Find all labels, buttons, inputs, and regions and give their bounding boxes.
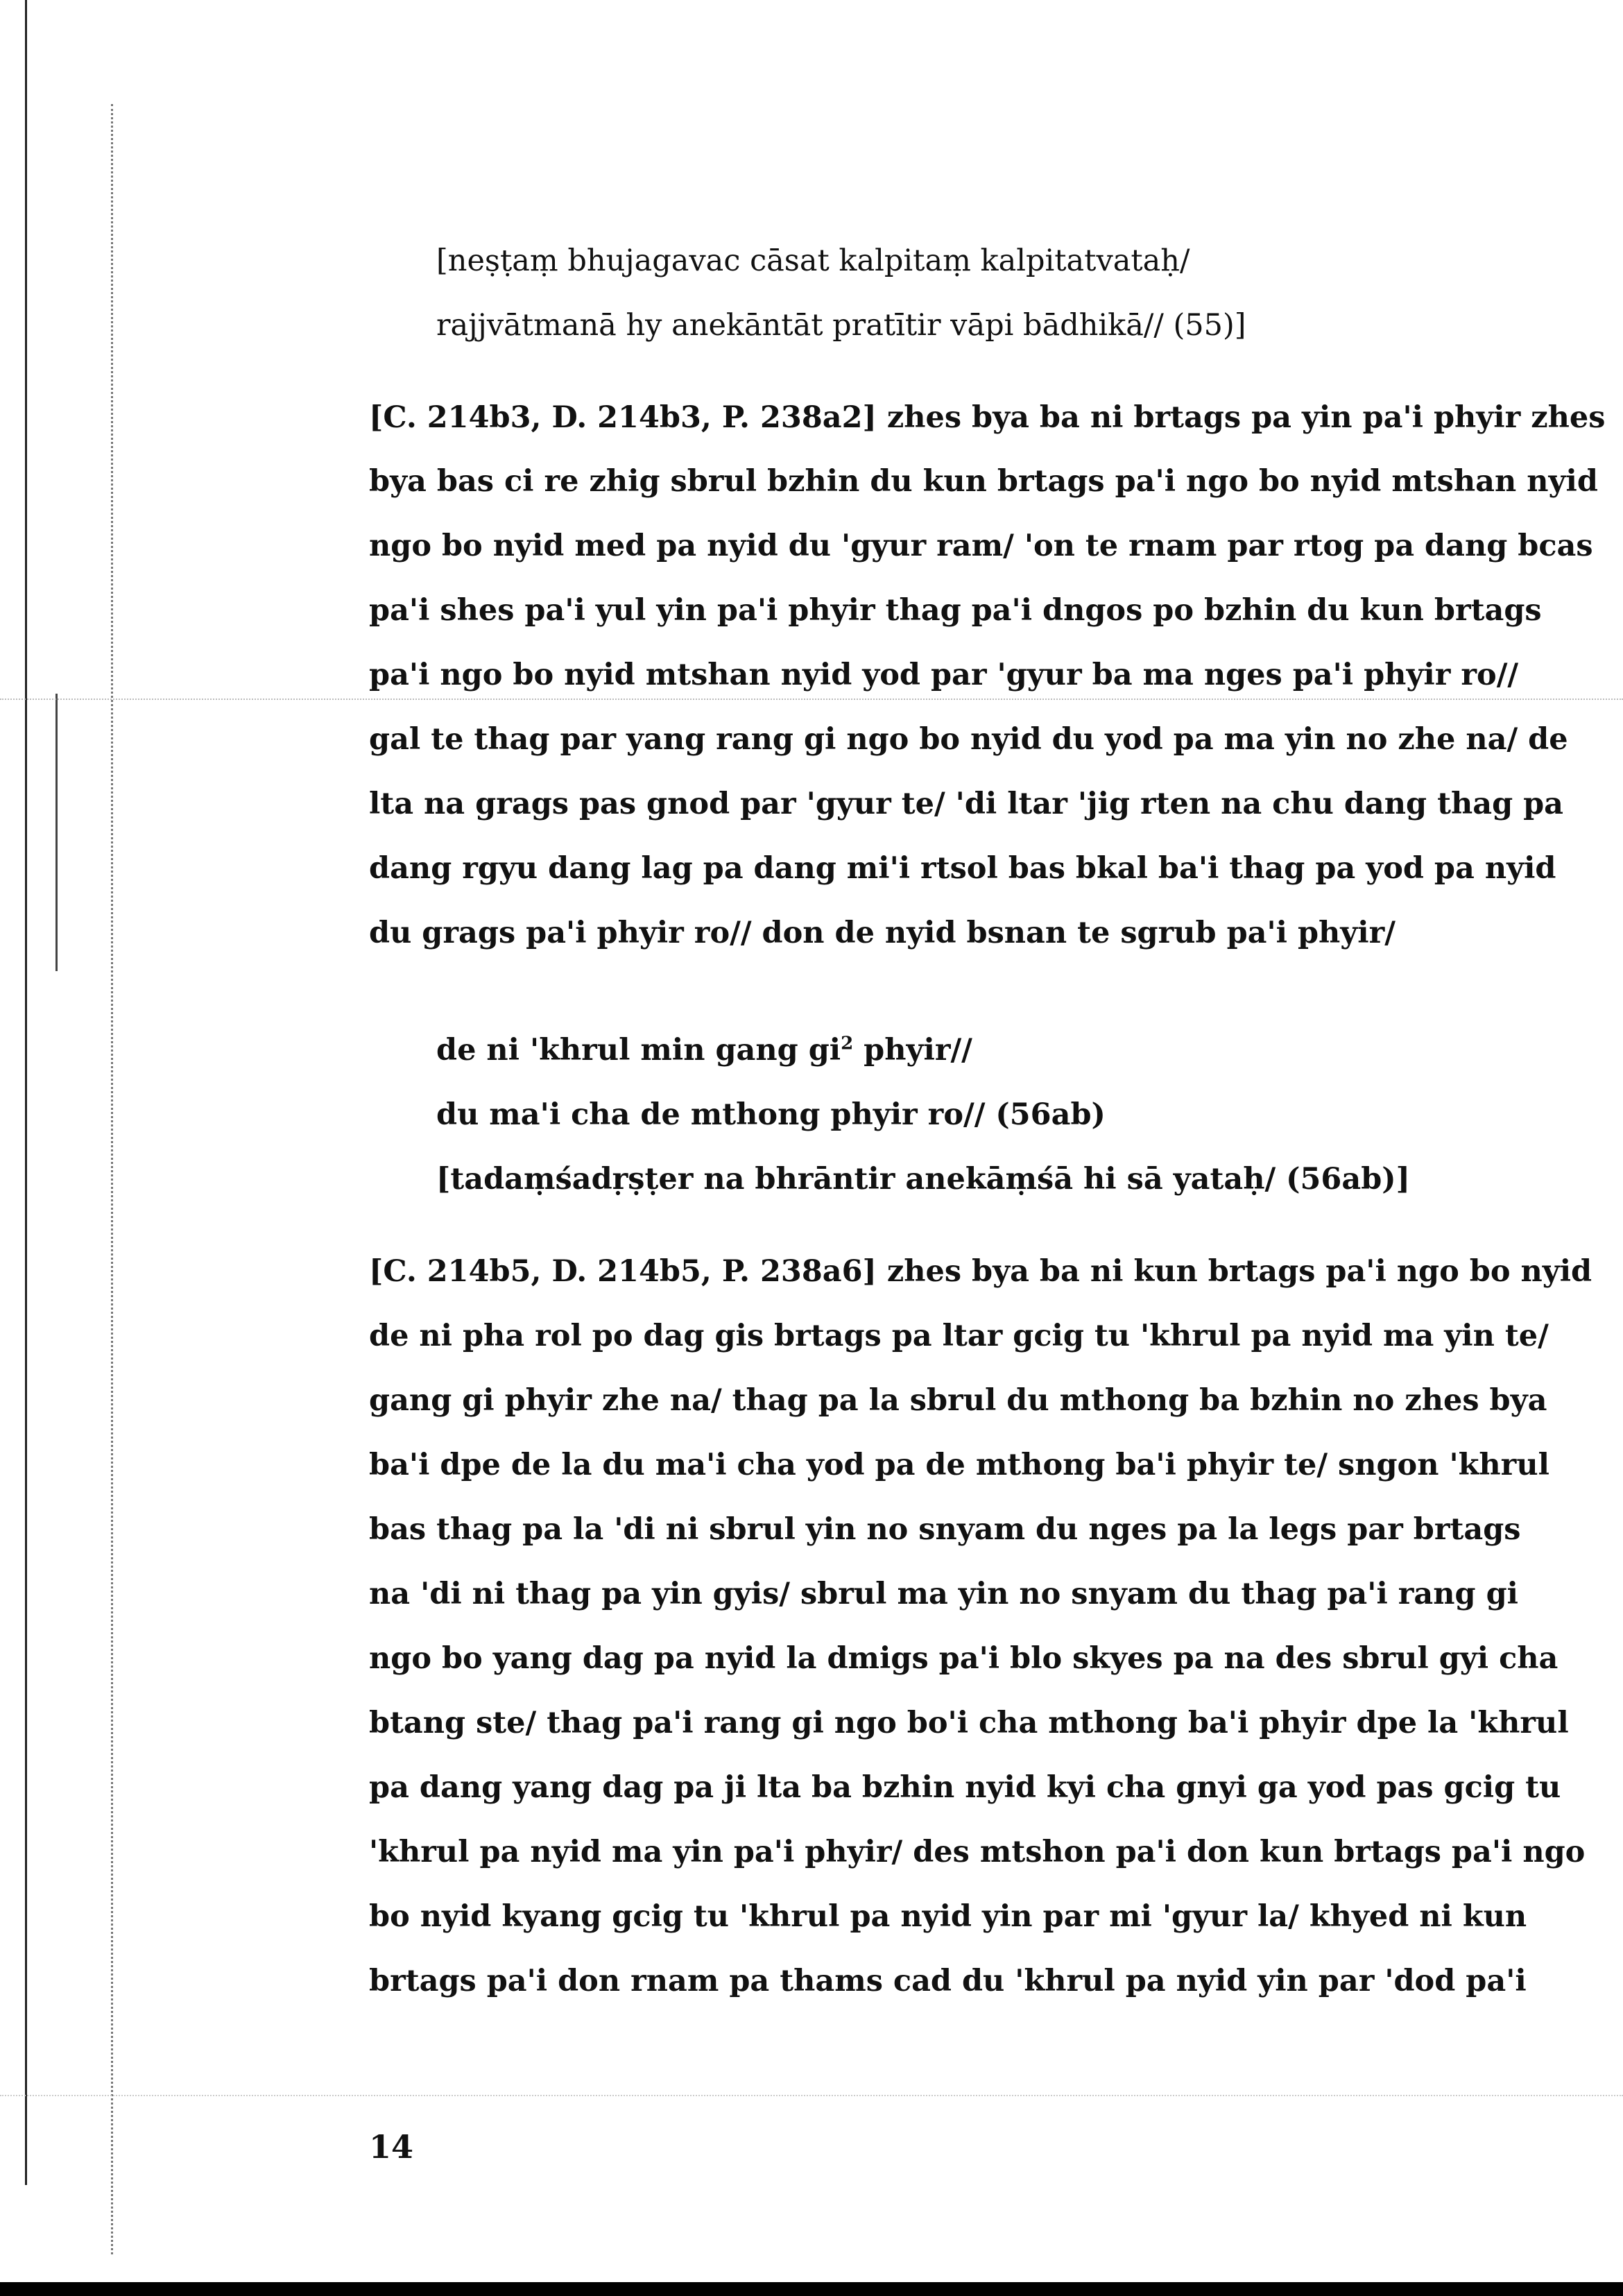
text-line: lta na grags pas gnod par 'gyur te/ 'di ltar 'jig rten na chu dang thag pa bbox=[369, 787, 1564, 821]
text-line: dang rgyu dang lag pa dang mi'i rtsol bas bkal ba'i thag pa yod pa nyid bbox=[369, 851, 1556, 886]
text-line: gang gi phyir zhe na/ thag pa la sbrul du mthong ba bzhin no zhes bya bbox=[369, 1383, 1547, 1418]
text-line: btang ste/ thag pa'i rang gi ngo bo'i cha mthong ba'i phyir dpe la 'khrul bbox=[369, 1706, 1569, 1740]
text-line: [C. 214b5, D. 214b5, P. 238a6] zhes bya ba ni kun brtags pa'i ngo bo nyid bbox=[369, 1254, 1592, 1289]
text-line: bya bas ci re zhig sbrul bzhin du kun brtags pa'i ngo bo nyid mtshan nyid bbox=[369, 464, 1598, 499]
verse-text: de ni 'khrul min gang gi bbox=[436, 1033, 841, 1068]
text-line: de ni pha rol po dag gis brtags pa ltar gcig tu 'khrul pa nyid ma yin te/ bbox=[369, 1319, 1549, 1353]
scan-edge-rule bbox=[25, 0, 27, 2185]
text-line: na 'di ni thag pa yin gyis/ sbrul ma yin no snyam du thag pa'i rang gi bbox=[369, 1577, 1518, 1611]
scan-edge-rule bbox=[55, 694, 58, 971]
scan-noise bbox=[111, 104, 113, 2254]
text-line: pa dang yang dag pa ji lta ba bzhin nyid kyi cha gnyi ga yod pas gcig tu bbox=[369, 1770, 1561, 1805]
scan-fold-line bbox=[0, 699, 1623, 700]
verse-line: [tadaṃśadṛṣṭer na bhrāntir anekāṃśā hi sā yataḥ/ (56ab)] bbox=[436, 1162, 1410, 1197]
text-line: pa'i ngo bo nyid mtshan nyid yod par 'gyur ba ma nges pa'i phyir ro// bbox=[369, 658, 1519, 692]
text-line: du grags pa'i phyir ro// don de nyid bsnan te sgrub pa'i phyir/ bbox=[369, 916, 1396, 950]
text-line: ba'i dpe de la du ma'i cha yod pa de mthong ba'i phyir te/ sngon 'khrul bbox=[369, 1448, 1549, 1482]
text-line: gal te thag par yang rang gi ngo bo nyid du yod pa ma yin no zhe na/ de bbox=[369, 722, 1568, 757]
verse-line: rajjvātmanā hy anekāntāt pratītir vāpi bādhikā// (55)] bbox=[436, 308, 1246, 343]
verse-line bbox=[436, 1029, 972, 1071]
verse-line: du ma'i cha de mthong phyir ro// (56ab) bbox=[436, 1097, 1106, 1132]
text-line: bo nyid kyang gcig tu 'khrul pa nyid yin par mi 'gyur la/ khyed ni kun bbox=[369, 1899, 1527, 1934]
verse-text: phyir// bbox=[853, 1033, 972, 1068]
verse-line: [neṣṭaṃ bhujagavac cāsat kalpitaṃ kalpitatvataḥ/ bbox=[436, 243, 1190, 278]
text-line: ngo bo yang dag pa nyid la dmigs pa'i blo skyes pa na des sbrul gyi cha bbox=[369, 1641, 1558, 1676]
text-line: brtags pa'i don rnam pa thams cad du 'khrul pa nyid yin par 'dod pa'i bbox=[369, 1964, 1527, 1998]
footnote-marker[interactable]: 2 bbox=[841, 1033, 854, 1054]
text-line: ngo bo nyid med pa nyid du 'gyur ram/ 'on te rnam par rtog pa dang bcas bbox=[369, 529, 1593, 563]
page-number: 14 bbox=[369, 2128, 414, 2166]
text-line: [C. 214b3, D. 214b3, P. 238a2] zhes bya ba ni brtags pa yin pa'i phyir zhes bbox=[369, 400, 1606, 435]
text-line: 'khrul pa nyid ma yin pa'i phyir/ des mtshon pa'i don kun brtags pa'i ngo bbox=[369, 1835, 1586, 1869]
text-line: pa'i shes pa'i yul yin pa'i phyir thag pa'i dngos po bzhin du kun brtags bbox=[369, 593, 1542, 628]
text-line: bas thag pa la 'di ni sbrul yin no snyam du nges pa la legs par brtags bbox=[369, 1512, 1521, 1547]
scan-bottom-edge bbox=[0, 2282, 1623, 2296]
scan-fold-line bbox=[0, 2095, 1623, 2096]
